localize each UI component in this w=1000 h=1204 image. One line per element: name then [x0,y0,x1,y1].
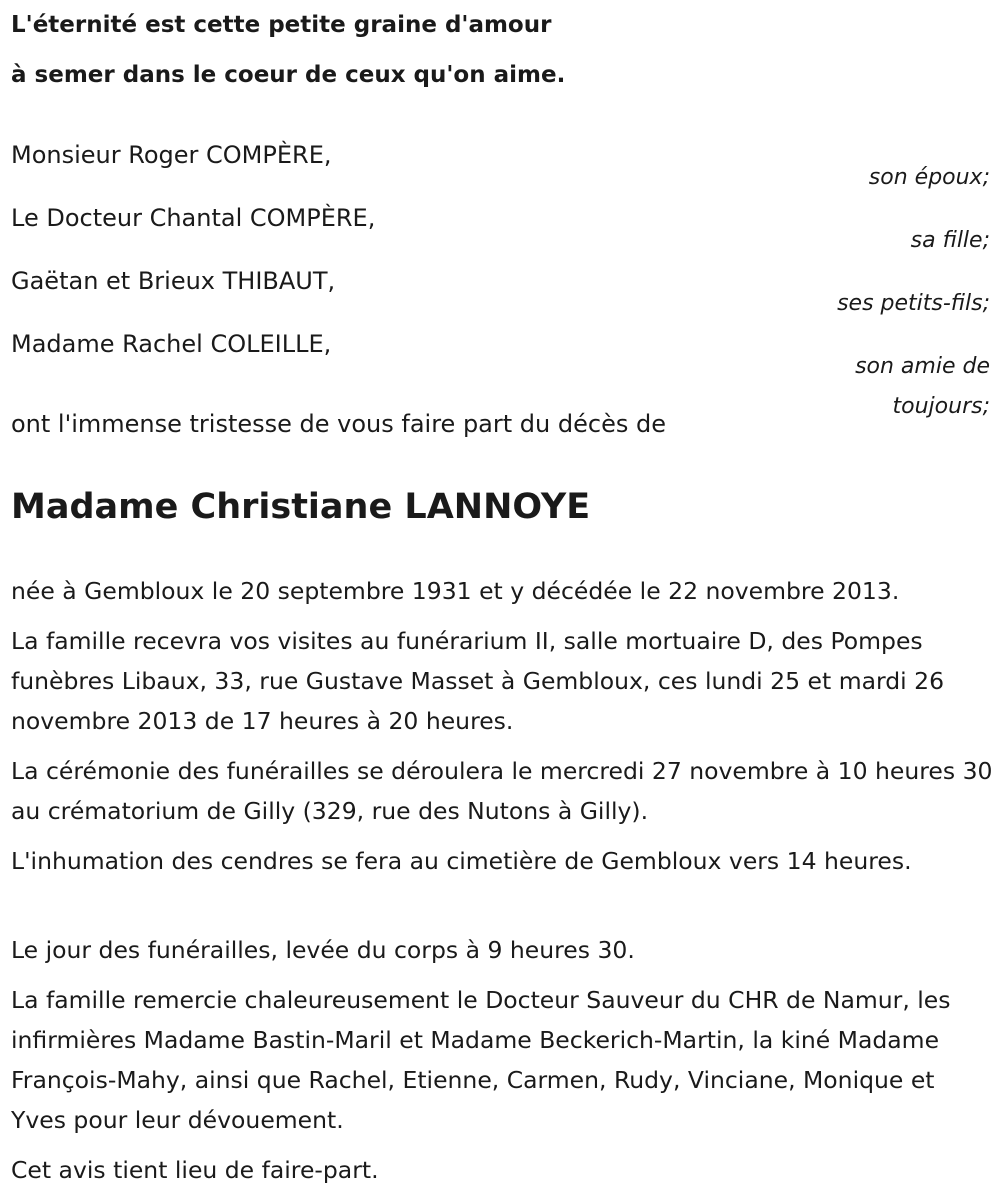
visitation-paragraph: La famille recevra vos visites au funérarium II, salle mortuaire D, des Pompes funèbres Libaux, 33, rue Gustave Masset à Gembloux, ces lundi 25 et mardi 26 novembre 2013 de 17 heures à 20 heures. [11,627,945,735]
family-member-relation-line-1: son amie de [855,354,990,379]
closing-paragraph: Cet avis tient lieu de faire-part. [11,1156,379,1184]
family-member-relation-line-2: toujours; [892,394,990,419]
family-member-name: Madame Rachel COLEILLE, [11,330,332,358]
birth-death-paragraph: née à Gembloux le 20 septembre 1931 et y décédée le 22 novembre 2013. [11,577,900,605]
family-member-relation: sa fille; [910,228,990,253]
family-member-name: Monsieur Roger COMPÈRE, [11,141,332,169]
acknowledgement-paragraph: La famille remercie chaleureusement le Docteur Sauveur du CHR de Namur, les infirmières Madame Bastin-Maril et Madame Beckerich-Martin, la kiné Madame François-Mahy, ainsi que Rachel, Etienne, Carmen, Rudy, Vinciane, Monique et Yves pour leur dévouement. [11,986,951,1134]
epigraph-line-1: L'éternité est cette petite graine d'amour [11,12,552,38]
family-member-name: Le Docteur Chantal COMPÈRE, [11,204,376,232]
procession-paragraph: Le jour des funérailles, levée du corps à 9 heures 30. [11,936,635,964]
family-member-relation: ses petits-fils; [837,291,990,316]
epigraph-line-2: à semer dans le coeur de ceux qu'on aime. [11,62,566,88]
burial-paragraph: L'inhumation des cendres se fera au cimetière de Gembloux vers 14 heures. [11,847,912,875]
announcement-text: ont l'immense tristesse de vous faire part du décès de [11,410,666,438]
ceremony-paragraph: La cérémonie des funérailles se déroulera le mercredi 27 novembre à 10 heures 30 au crématorium de Gilly (329, rue des Nutons à Gilly). [11,757,993,825]
family-member-relation: son époux; [868,165,990,190]
family-member-name: Gaëtan et Brieux THIBAUT, [11,267,336,295]
deceased-name: Madame Christiane LANNOYE [11,487,591,527]
